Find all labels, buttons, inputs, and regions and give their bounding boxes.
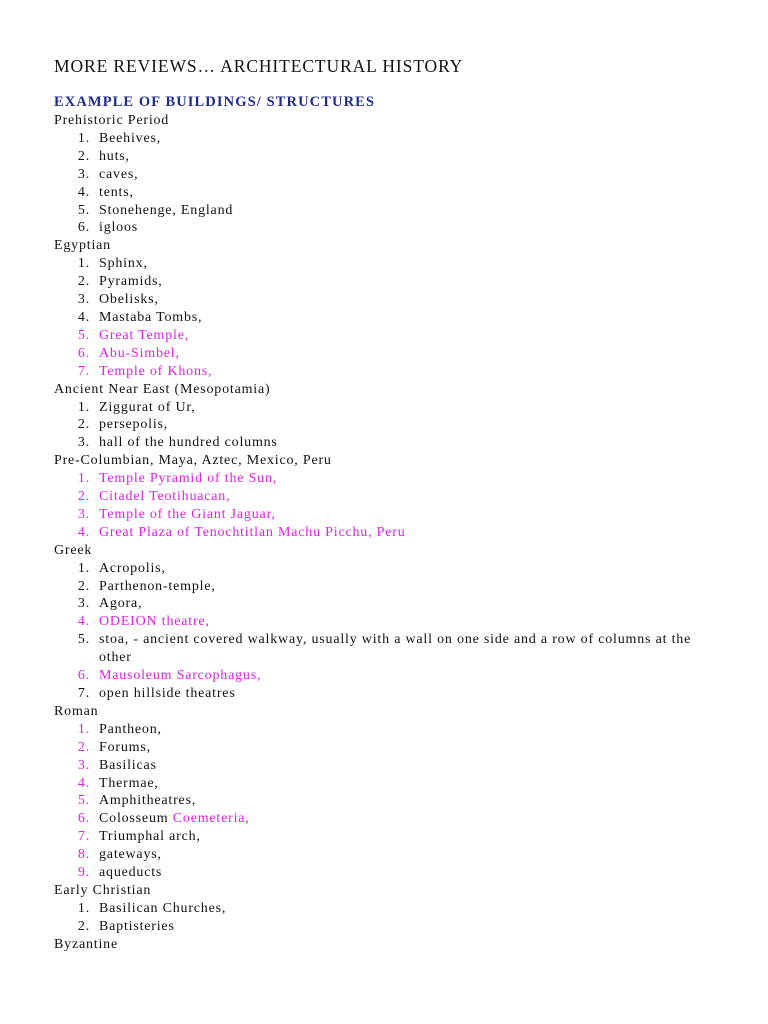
list-roman bbox=[54, 721, 694, 882]
item-text: Mastaba Tombs, bbox=[99, 309, 203, 325]
item-number: 6. bbox=[77, 220, 90, 236]
item-text: aqueducts bbox=[99, 865, 163, 881]
section-label-early-christian: Early Christian bbox=[54, 882, 152, 898]
item-number: 1. bbox=[77, 399, 90, 415]
section-label-byzantine: Byzantine bbox=[54, 936, 118, 952]
section-label-pre-columbian: Pre-Columbian, Maya, Aztec, Mexico, Peru bbox=[54, 453, 332, 469]
list-item bbox=[54, 345, 694, 363]
item-text: Pyramids, bbox=[99, 274, 163, 290]
item-number: 4. bbox=[77, 309, 90, 325]
item-number: 5. bbox=[77, 202, 90, 218]
item-text: Acropolis, bbox=[99, 560, 166, 576]
item-text: Triumphal arch, bbox=[99, 829, 201, 845]
item-text: Great Plaza of Tenochtitlan Machu Picchu, Peru bbox=[99, 524, 406, 540]
item-number: 2. bbox=[77, 578, 90, 594]
list-prehistoric bbox=[54, 130, 694, 237]
section-label-prehistoric: Prehistoric Period bbox=[54, 113, 170, 128]
item-text: Temple of Khons, bbox=[99, 363, 213, 379]
item-number: 8. bbox=[77, 847, 90, 863]
item-number: 2. bbox=[77, 148, 90, 164]
list-item bbox=[54, 613, 694, 631]
item-text: Beehives, bbox=[99, 130, 162, 146]
item-text: Mausoleum Sarcophagus, bbox=[99, 668, 262, 684]
item-number: 1. bbox=[77, 900, 90, 916]
list-item bbox=[54, 739, 694, 757]
list-item bbox=[54, 864, 694, 882]
item-text: igloos bbox=[99, 220, 139, 236]
item-number: 1. bbox=[77, 471, 90, 487]
item-number: 1. bbox=[77, 721, 90, 737]
list-item bbox=[54, 399, 694, 417]
list-item bbox=[54, 416, 694, 434]
list-item bbox=[54, 792, 694, 810]
item-text-extra: Coemeteria, bbox=[172, 811, 250, 827]
list-item bbox=[54, 309, 694, 327]
item-text: Pantheon, bbox=[99, 721, 162, 737]
item-text: tents, bbox=[99, 184, 134, 200]
item-text: Amphitheatres, bbox=[99, 793, 197, 809]
item-text: Thermae, bbox=[99, 775, 159, 791]
list-item bbox=[54, 434, 694, 452]
list-item bbox=[54, 721, 694, 739]
item-number: 5. bbox=[77, 632, 90, 648]
item-number: 7. bbox=[77, 829, 90, 845]
item-number: 3. bbox=[77, 757, 90, 773]
item-number: 2. bbox=[77, 918, 90, 934]
section-label-roman: Roman bbox=[54, 703, 99, 719]
list-item bbox=[54, 255, 694, 273]
item-text: caves, bbox=[99, 166, 139, 182]
list-item bbox=[54, 488, 694, 506]
item-text bbox=[99, 810, 694, 828]
item-number: 6. bbox=[77, 668, 90, 684]
item-text: Parthenon-temple, bbox=[99, 578, 216, 594]
item-number: 3. bbox=[77, 435, 90, 451]
item-text: Obelisks, bbox=[99, 292, 159, 308]
item-text: Forums, bbox=[99, 739, 151, 755]
item-number: 3. bbox=[77, 596, 90, 612]
item-text: Basilicas bbox=[99, 757, 157, 773]
list-item bbox=[54, 202, 694, 220]
item-number: 6. bbox=[77, 345, 90, 361]
item-number: 1. bbox=[77, 130, 90, 146]
item-text: persepolis, bbox=[99, 417, 169, 433]
list-item bbox=[54, 327, 694, 345]
list-item bbox=[54, 828, 694, 846]
item-number: 5. bbox=[77, 793, 90, 809]
item-text: hall of the hundred columns bbox=[99, 435, 278, 451]
item-number: 2. bbox=[77, 274, 90, 290]
item-number: 5. bbox=[77, 327, 90, 343]
list-item bbox=[54, 578, 694, 596]
item-number: 3. bbox=[77, 292, 90, 308]
list-item bbox=[54, 900, 694, 918]
item-text: Ziggurat of Ur, bbox=[99, 399, 196, 415]
item-text: Agora, bbox=[99, 596, 143, 612]
list-pre-columbian bbox=[54, 470, 694, 542]
item-text: gateways, bbox=[99, 847, 162, 863]
item-number: 1. bbox=[77, 256, 90, 272]
list-item bbox=[54, 363, 694, 381]
list-item bbox=[54, 846, 694, 864]
item-number: 4. bbox=[77, 775, 90, 791]
item-number: 1. bbox=[77, 560, 90, 576]
section-label-egyptian: Egyptian bbox=[54, 238, 111, 254]
item-number: 2. bbox=[77, 417, 90, 433]
list-item bbox=[54, 810, 694, 828]
list-item bbox=[54, 166, 694, 184]
list-item bbox=[54, 148, 694, 166]
item-text: ODEION theatre, bbox=[99, 614, 210, 630]
list-item bbox=[54, 219, 694, 237]
item-number: 9. bbox=[77, 865, 90, 881]
list-item bbox=[54, 667, 694, 685]
list-item bbox=[54, 184, 694, 202]
list-item bbox=[54, 685, 694, 703]
item-text: Baptisteries bbox=[99, 918, 175, 934]
item-text: Sphinx, bbox=[99, 256, 148, 272]
section-heading: EXAMPLE OF BUILDINGS/ STRUCTURES bbox=[54, 94, 376, 110]
list-item bbox=[54, 524, 694, 542]
item-number: 3. bbox=[77, 506, 90, 522]
item-number: 2. bbox=[77, 739, 90, 755]
item-number: 4. bbox=[77, 524, 90, 540]
section-label-ancient-near-east: Ancient Near East (Mesopotamia) bbox=[54, 381, 271, 397]
list-item bbox=[54, 757, 694, 775]
document-body bbox=[54, 112, 694, 954]
item-text: Abu-Simbel, bbox=[99, 345, 180, 361]
list-item bbox=[54, 595, 694, 613]
list-item bbox=[54, 273, 694, 291]
item-text-main: Colosseum bbox=[99, 811, 169, 827]
item-text: stoa, - ancient covered walkway, usually with a wall on one side and a row of columns at the other bbox=[99, 632, 692, 666]
item-number: 6. bbox=[77, 811, 90, 827]
list-item bbox=[54, 631, 694, 667]
item-text: Temple of the Giant Jaguar, bbox=[99, 506, 276, 522]
page-title: MORE REVIEWS… ARCHITECTURAL HISTORY bbox=[54, 56, 464, 76]
item-text: Great Temple, bbox=[99, 327, 190, 343]
item-text: open hillside theatres bbox=[99, 686, 236, 701]
list-ancient-near-east bbox=[54, 399, 694, 453]
list-item bbox=[54, 130, 694, 148]
list-item bbox=[54, 775, 694, 793]
list-item bbox=[54, 291, 694, 309]
list-egyptian bbox=[54, 255, 694, 380]
list-item bbox=[54, 470, 694, 488]
item-text: huts, bbox=[99, 148, 130, 164]
list-item bbox=[54, 918, 694, 936]
item-text: Basilican Churches, bbox=[99, 900, 227, 916]
item-text: Citadel Teotihuacan, bbox=[99, 489, 231, 505]
list-early-christian bbox=[54, 900, 694, 936]
item-number: 7. bbox=[77, 363, 90, 379]
list-item bbox=[54, 506, 694, 524]
item-number: 2. bbox=[77, 489, 90, 505]
item-number: 4. bbox=[77, 184, 90, 200]
item-number: 3. bbox=[77, 166, 90, 182]
list-item bbox=[54, 560, 694, 578]
section-label-greek: Greek bbox=[54, 542, 93, 558]
item-number: 7. bbox=[77, 686, 90, 701]
item-text: Stonehenge, England bbox=[99, 202, 234, 218]
item-number: 4. bbox=[77, 614, 90, 630]
item-text: Temple Pyramid of the Sun, bbox=[99, 471, 278, 487]
list-greek bbox=[54, 560, 694, 703]
